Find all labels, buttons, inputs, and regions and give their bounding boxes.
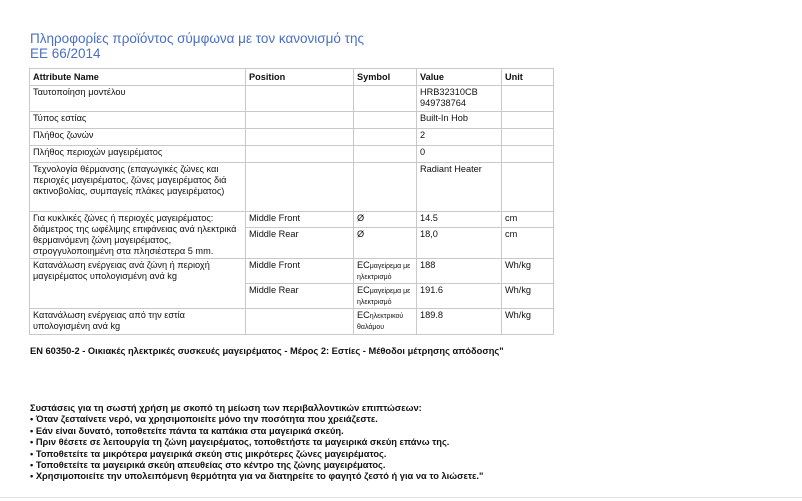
- table-header-row: [30, 69, 554, 86]
- tip-item: • Όταν ζεσταίνετε νερό, να χρησιμοποιείτε μόνο την ποσότητα που χρειάζεστε.: [30, 414, 378, 425]
- energy-hob-attr: Κατανάλωση ενέργειας από την εστία υπολογισμένη ανά kg: [30, 309, 246, 335]
- table-row: [30, 112, 554, 129]
- diameter-attr: Για κυκλικές ζώνες ή περιοχές μαγειρέματος: διάμετρος της ωφέλιμης επιφάνειας ανά ηλεκτρικά θερμαινόμενη ζώνη μαγειρέματος, στρογγυλοποιημένη στα πλησιέστερα 5 mm.: [30, 212, 246, 259]
- zones-attr: Πλήθος ζωνών: [30, 129, 246, 146]
- diameter-rear-symbol: Ø: [354, 228, 417, 259]
- tip-item: • Εάν είναι δυνατό, τοποθετείτε πάντα τα καπάκια στα μαγειρικά σκεύη.: [30, 425, 344, 436]
- tip-item: • Τοποθετείτε τα μικρότερα μαγειρικά σκεύη στις μικρότερες ζώνες μαγειρέματος.: [30, 448, 387, 459]
- tip-item: • Τοποθετείτε τα μαγειρικά σκεύη απευθείας στο κέντρο της ζώνης μαγειρέματος.: [30, 460, 386, 471]
- energy-zone-attr: Κατανάλωση ενέργειας ανά ζώνη ή περιοχή μαγειρέματος υπολογισμένη ανά kg: [30, 259, 246, 309]
- tip-item: • Πριν θέσετε σε λειτουργία τη ζώνη μαγειρέματος, τοποθετήστε τα μαγειρικά σκεύη επάνω της.: [30, 437, 450, 448]
- header-position: Position: [246, 69, 354, 86]
- model-symbol: [354, 86, 417, 112]
- energy-rear-value: 191.6: [417, 284, 502, 309]
- header-value: Value: [417, 69, 502, 86]
- hob-type-value: Built-In Hob: [417, 112, 502, 129]
- page-divider: [0, 497, 802, 498]
- energy-front-position: Middle Front: [246, 259, 354, 284]
- diameter-front-symbol: Ø: [354, 212, 417, 228]
- diameter-rear-position: Middle Rear: [246, 228, 354, 259]
- diameter-front-unit: cm: [502, 212, 554, 228]
- table-row: [30, 259, 554, 284]
- energy-rear-position: Middle Rear: [246, 284, 354, 309]
- model-pnc: 949738764: [420, 98, 466, 108]
- ec-symbol: EC: [357, 285, 370, 295]
- document-title: [30, 31, 450, 61]
- ec-subscript: ηλεκτρικού θαλάμου: [357, 313, 404, 331]
- areas-attr: Πλήθος περιοχών μαγειρέματος: [30, 146, 246, 163]
- tip-item: • Χρησιμοποιείτε την υπολειπόμενη θερμότητα για να διατηρείτε το φαγητό ζεστό ή για να το λιώσετε.": [30, 471, 484, 482]
- header-symbol: Symbol: [354, 69, 417, 86]
- energy-hob-unit: Wh/kg: [502, 309, 554, 335]
- energy-hob-value: 189.8: [417, 309, 502, 335]
- zones-value: 2: [417, 129, 502, 146]
- usage-tips: [30, 403, 483, 483]
- ec-symbol: EC: [357, 260, 370, 270]
- diameter-front-position: Middle Front: [246, 212, 354, 228]
- model-attr: Ταυτοποίηση μοντέλου: [30, 86, 246, 112]
- title-line-1: Πληροφορίες προϊόντος σύμφωνα με τον κανονισμό της: [30, 31, 364, 46]
- energy-rear-unit: Wh/kg: [502, 284, 554, 309]
- table-row: [30, 309, 554, 335]
- tech-attr: Τεχνολογία θέρμανσης (επαγωγικές ζώνες και περιοχές μαγειρέματος, ζώνες μαγειρέματος διά ακτινοβολίας, συμπαγείς πλάκες μαγειρέματος): [30, 163, 246, 212]
- areas-value: 0: [417, 146, 502, 163]
- table-row: [30, 163, 554, 212]
- ec-subscript: μαγείρεμα με ηλεκτρισμό: [357, 288, 411, 306]
- ec-symbol: EC: [357, 310, 370, 320]
- standard-reference: EN 60350-2 - Οικιακές ηλεκτρικές συσκευές μαγειρέματος - Μέρος 2: Εστίες - Μέθοδοι μέτρησης απόδοσης": [30, 346, 504, 356]
- header-unit: Unit: [502, 69, 554, 86]
- title-line-2: ΕΕ 66/2014: [30, 46, 101, 61]
- ec-subscript: μαγείρεμα με ηλεκτρισμό: [357, 263, 411, 281]
- diameter-front-value: 14.5: [417, 212, 502, 228]
- table-row: [30, 129, 554, 146]
- tips-heading: Συστάσεις για τη σωστή χρήση με σκοπό τη μείωση των περιβαλλοντικών επιπτώσεων:: [30, 403, 422, 413]
- energy-hob-symbol: [354, 309, 417, 335]
- model-position: [246, 86, 354, 112]
- energy-front-unit: Wh/kg: [502, 259, 554, 284]
- energy-rear-symbol: [354, 284, 417, 309]
- energy-front-value: 188: [417, 259, 502, 284]
- header-attribute-name: Attribute Name: [30, 69, 246, 86]
- diameter-rear-unit: cm: [502, 228, 554, 259]
- tech-value: Radiant Heater: [417, 163, 502, 212]
- energy-front-symbol: [354, 259, 417, 284]
- table-row: [30, 146, 554, 163]
- model-unit: [502, 86, 554, 112]
- model-code: HRB32310CB: [420, 87, 478, 97]
- diameter-rear-value: 18,0: [417, 228, 502, 259]
- hob-type-attr: Τύπος εστίας: [30, 112, 246, 129]
- product-info-table: [29, 68, 554, 335]
- model-value: [417, 86, 502, 112]
- table-row: [30, 212, 554, 228]
- table-row: [30, 86, 554, 112]
